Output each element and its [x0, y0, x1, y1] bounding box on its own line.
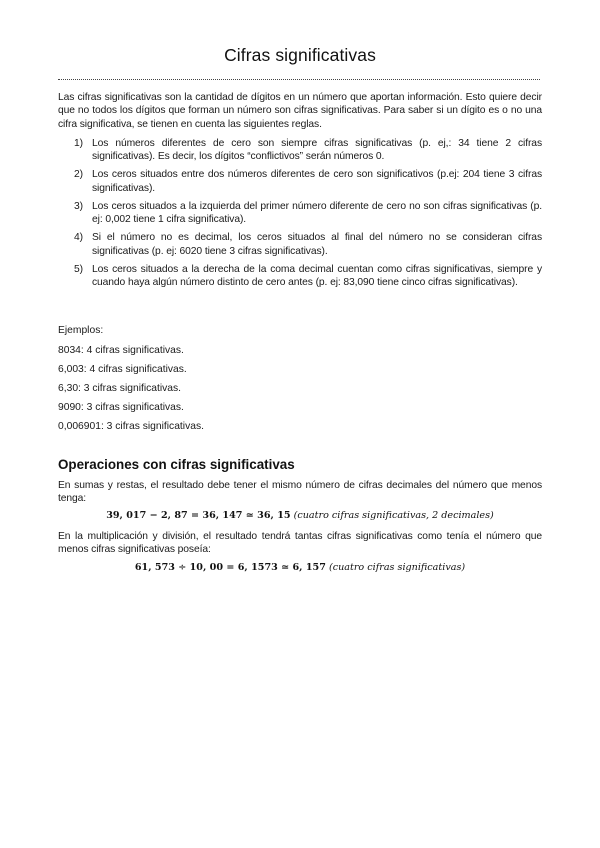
sum-formula-note: (cuatro cifras significativas, 2 decimales)	[293, 510, 494, 521]
sum-formula	[0, 510, 600, 521]
rule-item	[74, 168, 542, 195]
rule-item	[74, 263, 542, 290]
examples-label: Ejemplos:	[58, 325, 104, 336]
example-line: 6,003: 4 cifras significativas.	[58, 364, 187, 375]
rule-text: Si el número no es decimal, los ceros situados al final del número no se consideran cifras significativas (p. ej: 6020 tiene 3 cifras significativas).	[92, 232, 542, 257]
rule-text: Los números diferentes de cero son siempre cifras significativas (p. ej,: 34 tiene 2 cifras significativas). Es decir, los dígitos “conflictivos” serán números 0.	[92, 138, 542, 163]
rule-item	[74, 231, 542, 258]
rule-item	[74, 200, 542, 227]
rule-text: Los ceros situados entre dos números diferentes de cero son significativos (p.ej: 204 tiene 3 cifras significativas).	[92, 169, 542, 194]
example-line: 8034: 4 cifras significativas.	[58, 345, 184, 356]
rule-text: Los ceros situados a la izquierda del primer número diferente de cero no son cifras significativas (p. ej: 0,002 tiene 1 cifra significativa).	[92, 200, 542, 226]
rule-number: 1)	[74, 138, 83, 149]
rule-text: Los ceros situados a la derecha de la coma decimal cuentan como cifras significativas, siempre y cuando haya algún número distinto de cero antes (p. ej: 83,090 tiene cinco cifras significativas).	[92, 263, 542, 289]
rule-number: 2)	[74, 169, 83, 181]
mult-formula-expr: 61, 573 ÷ 10, 00 = 6, 1573 ≃ 6, 157	[134, 562, 326, 573]
example-line: 9090: 3 cifras significativas.	[58, 402, 184, 413]
rule-number: 4)	[74, 232, 83, 244]
mult-formula	[0, 562, 600, 573]
rule-number: 3)	[74, 200, 83, 212]
example-line: 6,30: 3 cifras significativas.	[58, 383, 182, 394]
intro-paragraph: Las cifras significativas son la cantidad de dígitos en un número que aportan información. Esto quiere decir que no todos los dígitos que forman un número son cifras significativas. Para saber si un dígito es o no una cifra significativa, se tienen en cuenta las siguientes reglas.	[58, 92, 542, 130]
sum-formula-expr: 39, 017 − 2, 87 = 36, 147 ≃ 36, 15	[106, 510, 291, 521]
dotted-divider	[58, 79, 540, 80]
mult-formula-note: (cuatro cifras significativas)	[328, 562, 466, 573]
rules-list	[74, 137, 542, 294]
mult-rule-paragraph: En la multiplicación y división, el resultado tendrá tantas cifras significativas como tenía el número que menos cifras significativas poseía:	[58, 531, 542, 556]
sum-rule-paragraph: En sumas y restas, el resultado debe tener el mismo número de cifras decimales del número que menos tenga:	[58, 480, 542, 505]
example-line: 0,006901: 3 cifras significativas.	[58, 421, 204, 432]
operations-heading: Operaciones con cifras significativas	[58, 457, 295, 472]
page-title: Cifras significativas	[224, 45, 376, 65]
rule-number: 5)	[74, 263, 83, 275]
rule-item	[74, 137, 542, 164]
